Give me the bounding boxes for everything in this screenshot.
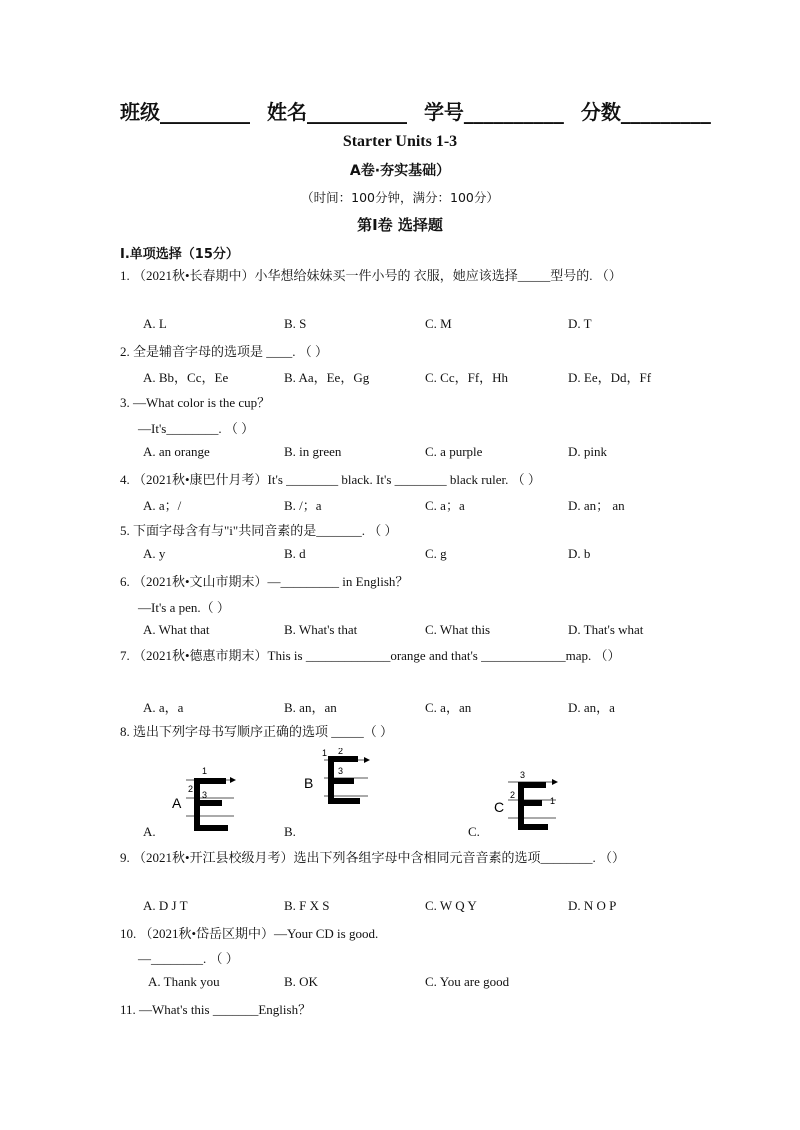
question-2-stem: 2. 全是辅音字母的选项是 ____. （ ） bbox=[120, 344, 329, 359]
question-1-stem: 1. （2021秋•长春期中）小华想给妹妹买一件小号的 衣服，她应该选择_____型号的. （） bbox=[120, 268, 622, 283]
class-field[interactable]: 班级_________ bbox=[120, 100, 250, 124]
student-info-header bbox=[120, 96, 721, 125]
figure-b-label: B bbox=[304, 775, 314, 791]
question-3-answer-line: —It's________. （ ） bbox=[138, 421, 255, 436]
question-5-stem: 5. 下面字母含有与"i"共同音素的是_______. （ ） bbox=[120, 523, 398, 538]
question-2-option-a[interactable]: A. Bb，Cc，Ee bbox=[143, 370, 229, 385]
question-3-stem: 3. —What color is the cup？ bbox=[120, 395, 271, 410]
score-field[interactable]: 分数_________ bbox=[580, 100, 711, 124]
svg-text:1: 1 bbox=[550, 796, 556, 806]
volume-heading: 第Ⅰ卷 选择题 bbox=[357, 216, 443, 234]
figure-c-label: C bbox=[494, 799, 505, 815]
question-6-answer-line: —It's a pen.（ ） bbox=[138, 600, 230, 615]
question-3-option-d[interactable]: D. pink bbox=[568, 444, 607, 459]
question-8-option-b[interactable]: B. bbox=[284, 824, 296, 839]
question-10-option-a[interactable]: A. Thank you bbox=[148, 974, 220, 989]
question-7-stem: 7. （2021秋•德惠市期末）This is _____________orange and that's _____________map. （） bbox=[120, 648, 621, 663]
question-7-option-d[interactable]: D. an，a bbox=[568, 700, 615, 715]
question-6-option-c[interactable]: C. What this bbox=[425, 622, 491, 637]
letter-e-stroke-order-figure-b bbox=[300, 748, 380, 808]
exam-title: Starter Units 1-3 bbox=[342, 133, 458, 150]
question-10-option-b[interactable]: B. OK bbox=[284, 974, 318, 989]
question-9-stem: 9. （2021秋•开江县校级月考）选出下列各组字母中含相同元音音素的选项________. （） bbox=[120, 850, 626, 865]
student-id-field[interactable]: 学号__________ bbox=[423, 100, 564, 124]
name-field[interactable]: 姓名__________ bbox=[266, 100, 407, 124]
letter-e-stroke-order-figure-c bbox=[492, 768, 572, 836]
question-6-option-b[interactable]: B. What's that bbox=[284, 622, 358, 637]
question-8-option-c[interactable]: C. bbox=[468, 824, 480, 839]
question-9-option-d[interactable]: D. N O P bbox=[568, 898, 617, 913]
question-1-option-c[interactable]: C. M bbox=[425, 316, 452, 331]
svg-text:1: 1 bbox=[322, 748, 328, 758]
question-5-option-b[interactable]: B. d bbox=[284, 546, 306, 561]
question-4-option-a[interactable]: A. a；/ bbox=[143, 498, 182, 513]
svg-text:2: 2 bbox=[188, 784, 194, 794]
letter-e-stroke-order-figure-a bbox=[170, 760, 250, 836]
exam-subtitle: A卷·夯实基础） bbox=[349, 163, 451, 179]
question-1-option-a[interactable]: A. L bbox=[143, 316, 167, 331]
question-5-option-d[interactable]: D. b bbox=[568, 546, 591, 561]
question-9-option-a[interactable]: A. D J T bbox=[143, 898, 188, 913]
question-8-stem: 8. 选出下列字母书写顺序正确的选项 _____（ ） bbox=[120, 724, 394, 739]
question-6-stem: 6. （2021秋•文山市期末）—_________ in English？ bbox=[120, 574, 409, 589]
question-2-option-c[interactable]: C. Cc，Ff，Hh bbox=[425, 370, 509, 385]
question-10-stem: 10. （2021秋•岱岳区期中）—Your CD is good. bbox=[120, 926, 379, 941]
question-11-stem: 11. —What's this _______English？ bbox=[120, 1002, 312, 1017]
figure-a-label: A bbox=[172, 795, 182, 811]
question-8-option-a[interactable]: A. bbox=[143, 824, 156, 839]
question-3-option-a[interactable]: A. an orange bbox=[143, 444, 210, 459]
question-10-answer-line: —________. （ ） bbox=[138, 951, 239, 966]
svg-text:1: 1 bbox=[202, 766, 208, 776]
question-3-option-c[interactable]: C. a purple bbox=[425, 444, 483, 459]
question-5-option-a[interactable]: A. y bbox=[143, 546, 166, 561]
question-7-option-b[interactable]: B. an，an bbox=[284, 700, 337, 715]
question-9-option-c[interactable]: C. W Q Y bbox=[425, 898, 477, 913]
svg-text:2: 2 bbox=[338, 748, 344, 756]
question-4-option-d[interactable]: D. an； an bbox=[568, 498, 625, 513]
svg-text:3: 3 bbox=[202, 790, 208, 800]
question-3-option-b[interactable]: B. in green bbox=[284, 444, 342, 459]
question-4-option-b[interactable]: B. /；a bbox=[284, 498, 322, 513]
question-4-option-c[interactable]: C. a；a bbox=[425, 498, 465, 513]
question-4-stem: 4. （2021秋•康巴什月考）It's ________ black. It's ________ black ruler. （ ） bbox=[120, 472, 541, 487]
question-7-option-a[interactable]: A. a，a bbox=[143, 700, 184, 715]
svg-text:2: 2 bbox=[510, 790, 516, 800]
question-2-option-d[interactable]: D. Ee，Dd，Ff bbox=[568, 370, 652, 385]
question-7-option-c[interactable]: C. a，an bbox=[425, 700, 472, 715]
section-heading: I.单项选择（15分） bbox=[120, 247, 239, 262]
question-1-option-d[interactable]: D. T bbox=[568, 316, 592, 331]
question-6-option-a[interactable]: A. What that bbox=[143, 622, 210, 637]
question-9-option-b[interactable]: B. F X S bbox=[284, 898, 330, 913]
svg-text:3: 3 bbox=[520, 770, 526, 780]
question-10-option-c[interactable]: C. You are good bbox=[425, 974, 510, 989]
question-2-option-b[interactable]: B. Aa，Ee，Gg bbox=[284, 370, 370, 385]
question-6-option-d[interactable]: D. That's what bbox=[568, 622, 644, 637]
time-info: （时间：100分钟，满分：100分） bbox=[301, 190, 499, 205]
question-5-option-c[interactable]: C. g bbox=[425, 546, 447, 561]
svg-text:3: 3 bbox=[338, 766, 344, 776]
question-1-option-b[interactable]: B. S bbox=[284, 316, 307, 331]
